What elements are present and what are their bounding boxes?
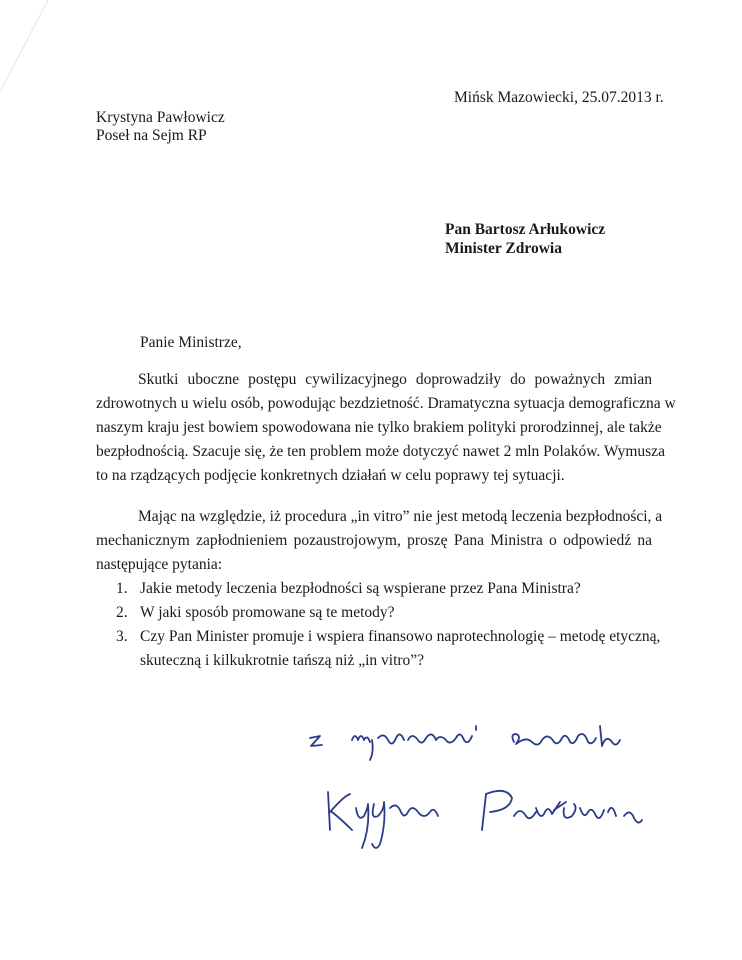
paragraph-1-line: to na rządzących podjęcie konkretnych działań w celu poprawy tej sytuacji. [96,467,565,484]
question-number: 3. [116,628,128,645]
question-item [116,577,581,600]
salutation: Panie Ministrze, [140,334,242,351]
recipient-name: Pan Bartosz Arłukowicz [445,221,606,238]
question-continuation: skuteczną i kilkukrotnie tańszą niż „in vitro”? [140,652,425,669]
question-text: Czy Pan Minister promuje i wspiera finansowo naprotechnologię – metodę etyczną, [140,628,661,645]
recipient-title: Minister Zdrowia [445,240,562,257]
question-item [116,625,661,648]
question-text: Jakie metody leczenia bezpłodności są wspierane przez Pana Ministra? [140,580,581,597]
question-number: 1. [116,580,128,597]
question-number: 2. [116,604,128,621]
paragraph-1-line: Skutki uboczne postępu cywilizacyjnego doprowadziły do poważnych zmian [138,371,652,388]
paragraph-2-line: Mając na względzie, iż procedura „in vitro” nie jest metodą leczenia bezpłodności, a [138,508,663,525]
paragraph-1-line: bezpłodnością. Szacuje się, że ten problem może dotyczyć nawet 2 mln Polaków. Wymusza [96,443,665,460]
paragraph-1-line: zdrowotnych u wielu osób, powodując bezdzietność. Dramatyczna sytuacja demograficzna w [96,395,676,412]
handwritten-signature [300,712,660,862]
question-text: W jaki sposób promowane są te metody? [140,604,395,621]
paragraph-2-line: następujące pytania: [96,556,223,573]
paragraph-2-line: mechanicznym zapłodnieniem pozaustrojowym, proszę Pana Ministra o odpowiedź na [96,532,652,549]
place-date: Mińsk Mazowiecki, 25.07.2013 r. [454,89,664,106]
paragraph-1-line: naszym kraju jest bowiem spowodowana nie tylko brakiem polityki prorodzinnej, ale także [96,419,662,436]
sender-name: Krystyna Pawłowicz [96,109,225,126]
sender-title: Poseł na Sejm RP [96,127,207,144]
question-item [116,601,395,624]
scan-corner-mark [0,0,60,100]
